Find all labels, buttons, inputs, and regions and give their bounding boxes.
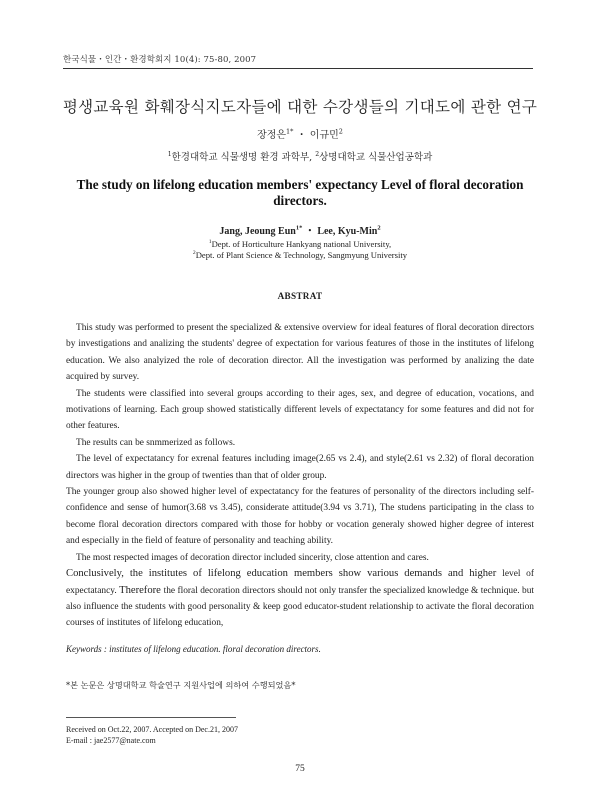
author2-kr: 이규민	[309, 130, 339, 141]
conclusion-level: level of expectatancy.	[66, 569, 534, 596]
affil1-kr: 한경대학교 식물생명 환경 과학부,	[171, 152, 316, 163]
abstract-paragraph-1: This study was performed to present the specialized & extensive overview for ideal features of floral decoration directors by investigations and analizing the students' degree of expectation for various features of those in the institutes of lifelong education. We also analyized the role of decoration director. All the investigation was performed by analizing the date acquired by survey.	[66, 323, 534, 383]
author1-en: Jang, Jeoung Eun	[219, 226, 296, 237]
page-number: 75	[295, 764, 305, 774]
english-title: The study on lifelong education members' expectancy Level of floral decoration directors.	[76, 177, 524, 208]
author2-kr-sup: 2	[338, 127, 343, 136]
affil2-en-line	[0, 250, 600, 261]
affil1-kr-sup: 1	[167, 150, 172, 158]
korean-title: 평생교육원 화훼장식지도자들에 대한 수강생들의 기대도에 관한 연구	[62, 98, 538, 116]
abstract-paragraph-6: The most respected images of decoration director included sincerity, close attention and cares.	[76, 552, 429, 563]
conclusion-rest: the floral decoration directors should not only transfer the specialized knowledge & technique. but also influence the students with good personality & keep good educator-student relationship to activate the floral decoration courses of institutes of lifelong education,	[66, 585, 534, 629]
author1-kr: 장정은	[257, 130, 287, 141]
abstract-body	[66, 320, 534, 632]
header-rule	[63, 68, 533, 69]
affil2-kr: 상명대학교 식물산업공학과	[319, 152, 433, 163]
affil2-en-sup: 2	[192, 249, 196, 256]
abstract-paragraph-5: The younger group also showed higher level of expectatancy for the features of personality of the directors including self-confidence and sense of humor(3.68 vs 3.45), considerate attitude(3.94 vs 3.71), The studens participating in the class to become floral decoration directors compared with those for hobby or vocation generaly showed higher degree of interest and especially in the field of feature of personality and teaching ability.	[66, 487, 534, 547]
contact-email: E-mail : jae2577@nate.com	[66, 736, 156, 745]
abstract-paragraph-3: The results can be snmmerized as follows.	[76, 437, 236, 448]
author1-kr-sup: 1*	[286, 127, 294, 136]
korean-affiliations	[0, 149, 600, 163]
abstract-paragraph-4: The level of expectatancy for exrenal features including image(2.65 vs 2.4), and style(2.61 vs 2.32) of floral decoration directors was higher in the group of twenties than that of older group.	[66, 454, 534, 481]
korean-authors	[0, 126, 600, 141]
funding-note: *본 논문은 상명대학교 학술연구 지원사업에 의하여 수행되었음*	[66, 680, 296, 690]
abstract-paragraph-7	[66, 566, 534, 632]
conclusion-therefore: Therefore	[119, 584, 164, 596]
author2-en: Lee, Kyu-Min	[317, 226, 378, 237]
english-affiliations	[0, 239, 600, 260]
conclusion-lead: Conclusively,	[66, 568, 130, 580]
affil1-en-line	[0, 239, 600, 250]
abstract-heading: ABSTRAT	[277, 291, 323, 301]
affil1-en: Dept. of Horticulture Hankyang national University,	[211, 239, 392, 249]
affil2-en: Dept. of Plant Science & Technology, Sangmyung University	[195, 249, 408, 260]
footnote	[66, 724, 238, 746]
affil1-en-sup: 1	[208, 239, 212, 246]
keywords: Keywords : institutes of lifelong education. floral decoration directors.	[66, 644, 321, 654]
author-separator-kr: ・	[293, 130, 310, 141]
journal-header: 한국식물・인간・환경학회지 10(4): 75-80, 2007	[63, 55, 257, 65]
author2-en-sup: 2	[377, 224, 381, 232]
affil2-kr-sup: 2	[315, 150, 320, 158]
author1-en-sup: 1*	[295, 224, 303, 232]
received-date: Received on Oct.22, 2007. Accepted on Dec.21, 2007	[66, 725, 238, 734]
abstract-paragraph-2: The students were classified into several groups according to their ages, sex, and degree of education, vocations, and motivations of learning. Each group showed statistically different levels of expectatancy for some features and did not for other features.	[66, 388, 534, 432]
author-separator-en: ・	[302, 226, 318, 237]
footnote-rule	[66, 717, 236, 718]
english-authors	[0, 222, 600, 237]
conclusion-main: the institutes of lifelong education members show various demands and higher	[129, 568, 503, 580]
